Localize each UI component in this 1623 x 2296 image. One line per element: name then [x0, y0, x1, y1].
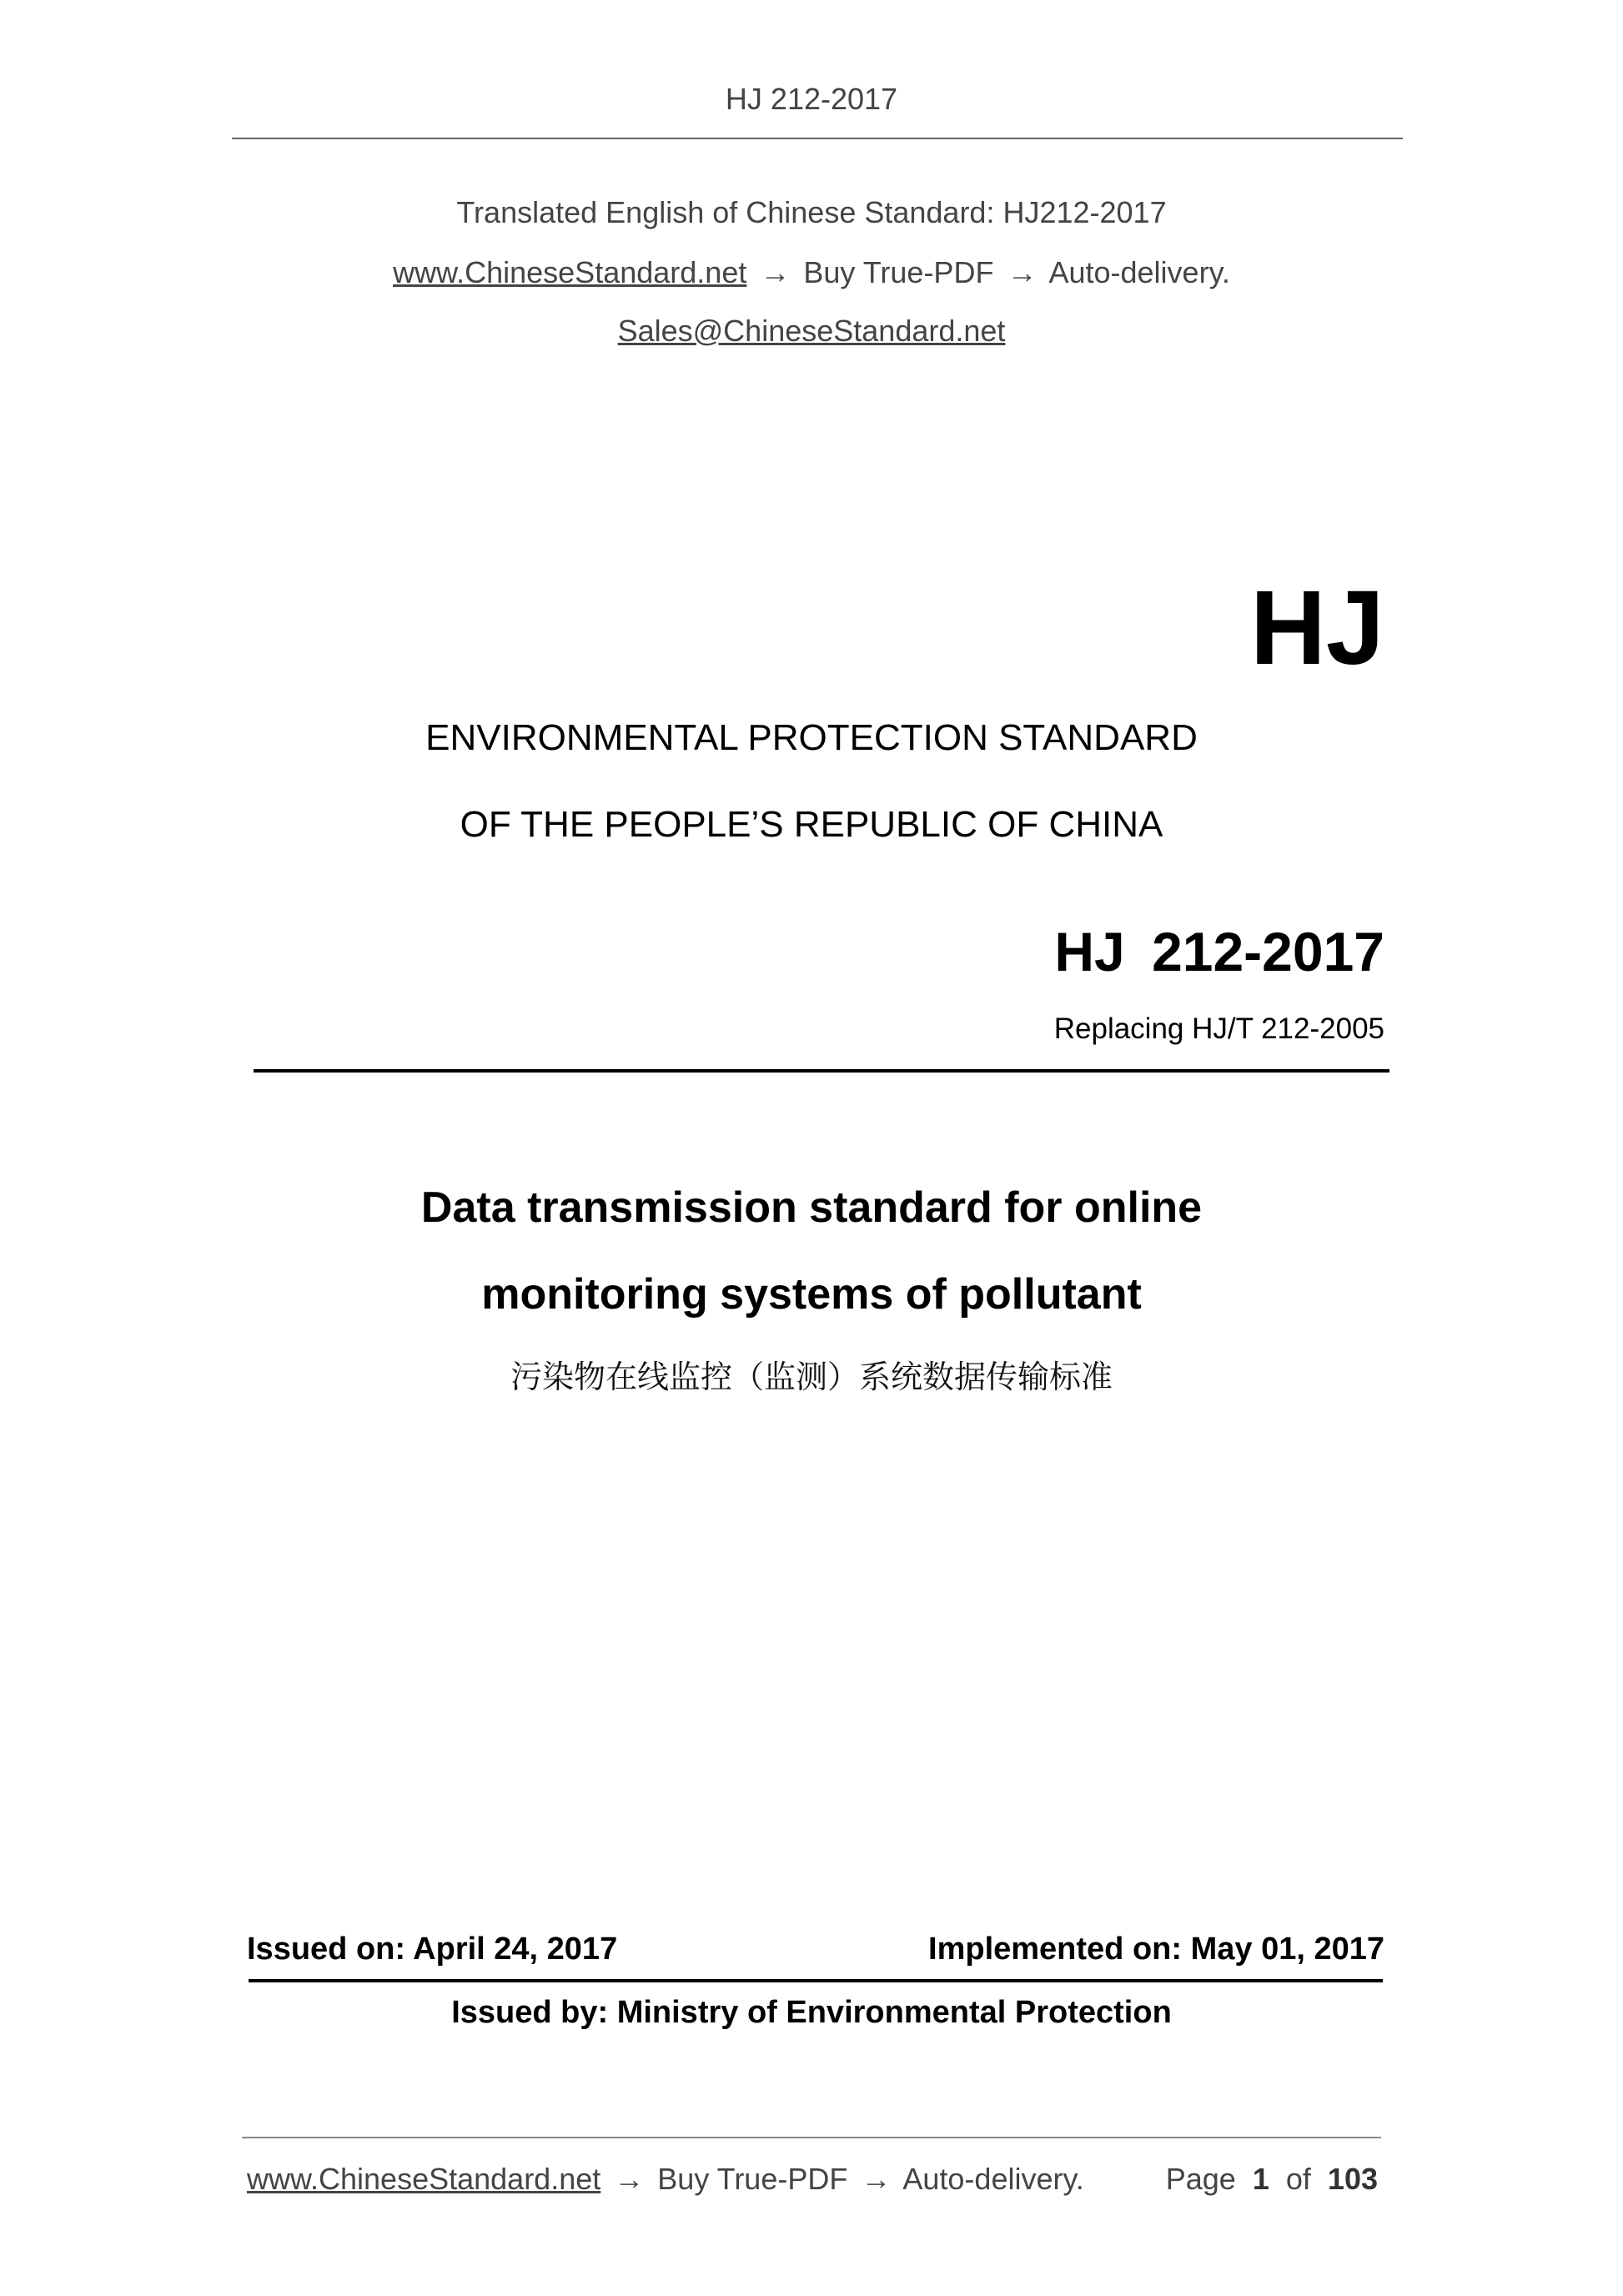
dates-divider	[249, 1979, 1383, 1982]
footer-divider	[242, 2137, 1381, 2138]
page-of-label: of	[1285, 2162, 1311, 2196]
footer-delivery-text: Auto-delivery.	[902, 2162, 1084, 2196]
running-header: HJ 212-2017	[725, 82, 898, 116]
organization-line-1: ENVIRONMENTAL PROTECTION STANDARD	[425, 717, 1198, 758]
arrow-right-icon: →	[760, 255, 791, 289]
auto-delivery-text: Auto-delivery.	[1048, 255, 1230, 289]
arrow-right-icon: →	[1007, 255, 1038, 289]
organization-line-2: OF THE PEOPLE’S REPUBLIC OF CHINA	[460, 804, 1163, 845]
sales-email-link[interactable]: Sales@ChineseStandard.net	[617, 314, 1006, 348]
implemented-on-date: Implemented on: May 01, 2017	[928, 1932, 1384, 1967]
arrow-right-icon: →	[614, 2162, 645, 2196]
footer-site-link[interactable]: www.ChineseStandard.net	[247, 2162, 601, 2196]
replacing-note: Replacing HJ/T 212-2005	[1053, 1012, 1384, 1045]
buy-true-pdf-text: Buy True-PDF	[803, 255, 994, 289]
page-number	[1166, 2162, 1378, 2197]
footer-purchase-line	[247, 2162, 1084, 2197]
document-title-line-2: monitoring systems of pollutant	[481, 1270, 1142, 1319]
issued-on-date: Issued on: April 24, 2017	[247, 1932, 618, 1967]
email-line	[0, 314, 1623, 349]
purchase-line	[0, 255, 1623, 290]
standard-code: HJ 212-2017	[1054, 921, 1384, 982]
arrow-right-icon: →	[861, 2162, 892, 2196]
title-divider	[254, 1069, 1389, 1073]
site-link[interactable]: www.ChineseStandard.net	[393, 255, 747, 289]
page-total: 103	[1327, 2162, 1378, 2196]
footer-buy-text: Buy True-PDF	[657, 2162, 848, 2196]
page-current: 1	[1252, 2162, 1269, 2196]
translation-notice: Translated English of Chinese Standard: HJ212-2017	[456, 195, 1167, 229]
header-divider	[232, 138, 1403, 139]
document-title-line-1: Data transmission standard for online	[420, 1183, 1203, 1232]
hj-logo: HJ	[1249, 569, 1384, 686]
document-title-chinese: 污染物在线监控（监测）系统数据传输标准	[510, 1359, 1113, 1395]
issuing-authority: Issued by: Ministry of Environmental Protection	[451, 1995, 1172, 2030]
page-label: Page	[1165, 2162, 1236, 2196]
